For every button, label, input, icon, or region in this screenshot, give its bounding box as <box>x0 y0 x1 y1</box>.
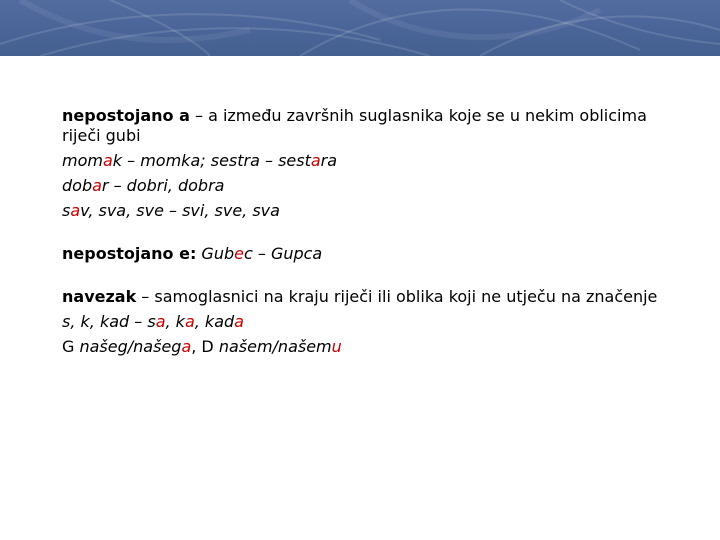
example-line <box>62 337 682 357</box>
banner-pattern <box>0 0 720 56</box>
highlight-letter: u <box>331 337 342 356</box>
example-text: v, sva, sve – svi, sve, sva <box>80 201 280 220</box>
example-line <box>62 176 682 196</box>
example-text: c – Gupca <box>243 244 323 263</box>
example-text: Gub <box>196 244 235 263</box>
example-text: r – dobri, dobra <box>101 176 225 195</box>
highlight-letter: a <box>181 337 192 356</box>
term-nepostojano-a: nepostojano a <box>62 106 190 125</box>
highlight-letter: a <box>70 201 81 220</box>
example-text: , kad <box>194 312 235 331</box>
highlight-letter: a <box>310 151 321 170</box>
highlight-letter: a <box>155 312 166 331</box>
header-banner <box>0 0 720 56</box>
example-text: ra <box>320 151 338 170</box>
example-text: , k <box>165 312 185 331</box>
example-line <box>62 312 682 332</box>
term-navezak: navezak <box>62 287 137 306</box>
definition-text: – samoglasnici na kraju riječi ili oblika koji ne utječu na značenje <box>136 287 658 306</box>
definition-nepostojano-e <box>62 244 682 264</box>
example-text: mom <box>62 151 103 170</box>
definition-navezak <box>62 287 682 307</box>
highlight-letter: a <box>92 176 102 195</box>
example-text: s <box>62 201 71 220</box>
case-label: G <box>62 337 80 356</box>
example-text: dob <box>62 176 93 195</box>
example-line <box>62 151 682 171</box>
example-line <box>62 201 682 221</box>
example-text: s, k, kad – s <box>62 312 156 331</box>
example-text: našem/našem <box>218 337 332 356</box>
term-nepostojano-e: nepostojano e: <box>62 244 197 263</box>
highlight-letter: a <box>184 312 195 331</box>
example-text: našeg/našeg <box>79 337 182 356</box>
slide-content <box>62 106 682 357</box>
highlight-letter: a <box>102 151 113 170</box>
highlight-letter: e <box>234 244 244 263</box>
highlight-letter: a <box>234 312 244 331</box>
definition-nepostojano-a <box>62 106 682 146</box>
definition-text: – a između završnih suglasnika koje se u nekim oblicima riječi gubi <box>62 106 647 145</box>
case-label: , D <box>191 337 219 356</box>
example-text: k – momka; sestra – sest <box>112 151 311 170</box>
